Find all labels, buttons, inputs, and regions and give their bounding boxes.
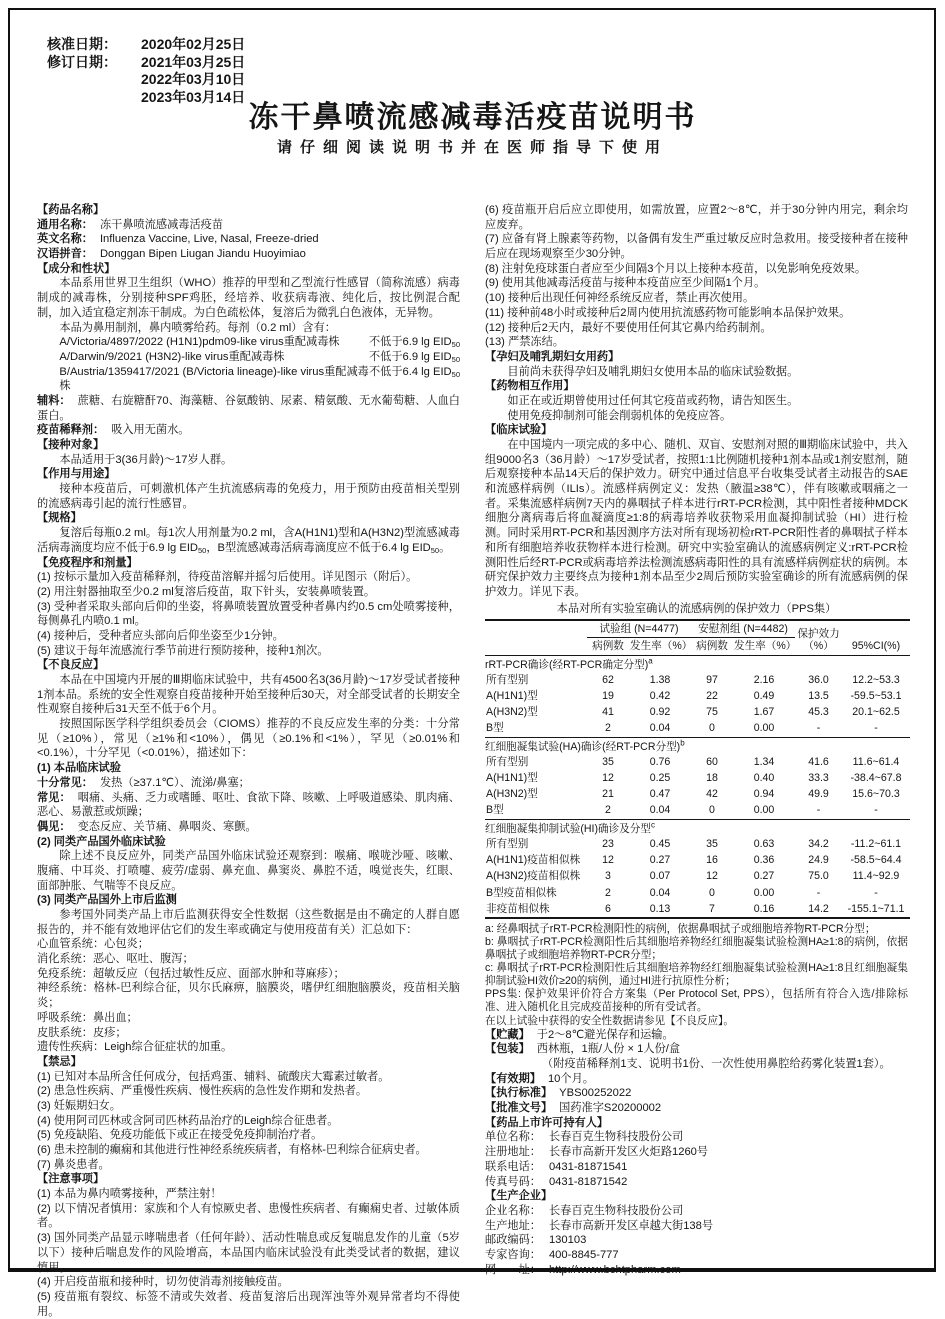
table-cell: 6 bbox=[605, 902, 611, 915]
field-value: 130103 bbox=[548, 1234, 587, 1247]
table-cell: A(H1N1)型 bbox=[486, 772, 538, 785]
table-cell: 62 bbox=[602, 673, 614, 686]
list-item: (2) 患急性疾病、严重慢性疾病、慢性疾病的急性发作期和发热者。 bbox=[37, 1085, 368, 1098]
table-cell: 0.63 bbox=[753, 837, 775, 850]
table-cell: 0.04 bbox=[649, 722, 671, 735]
field-label: 邮政编码： bbox=[485, 1234, 541, 1247]
system-item: 消化系统：恶心、呕吐、腹泻； bbox=[37, 953, 194, 966]
table-cell: 0.00 bbox=[753, 722, 775, 735]
address-row bbox=[485, 1204, 908, 1219]
sub-heading: (2) 同类产品国外临床试验 bbox=[37, 835, 166, 848]
table-cell: 0.16 bbox=[753, 902, 775, 915]
table-cell: 11.6~61.4 bbox=[852, 755, 900, 768]
footnote-marker: a bbox=[648, 656, 653, 666]
table-row bbox=[485, 885, 910, 901]
table-cell: 所有型别 bbox=[486, 755, 529, 768]
paragraph bbox=[37, 791, 460, 820]
field-label: 汉语拼音： bbox=[37, 248, 93, 261]
titer-text: 不低于6.9 lg EID bbox=[368, 336, 452, 349]
column-cases: 病例数 bbox=[691, 638, 733, 655]
table-cell: 14.2 bbox=[808, 902, 829, 915]
field-value: 长春市高新开发区卓越大街138号 bbox=[548, 1219, 714, 1232]
footnote: a: 经鼻咽拭子rRT-PCR检测阳性的病例，依据鼻咽拭子或细胞培养物RT-PCR分型； bbox=[485, 922, 876, 935]
paragraph bbox=[37, 218, 460, 233]
table-cell: 所有型别 bbox=[486, 673, 529, 686]
paragraph bbox=[485, 1086, 908, 1101]
table-cell: A(H3N2)疫苗相似株 bbox=[486, 870, 581, 883]
table-cell: 16 bbox=[706, 854, 718, 867]
table-cell: B型 bbox=[486, 804, 504, 817]
field-label: 专家咨询： bbox=[485, 1248, 541, 1261]
table-cell: 2 bbox=[605, 886, 611, 899]
paragraph bbox=[485, 1101, 908, 1116]
table-cell: 0.00 bbox=[753, 804, 775, 817]
frequency-text: 咽痛、头痛、乏力或嗜睡、呕吐、食欲下降、咳嗽、上呼吸道感染、肌肉痛、恶心、易激惹或烦躁； bbox=[37, 791, 460, 819]
table-cell: A(H1N1)疫苗相似株 bbox=[486, 854, 581, 867]
table-cell: 23 bbox=[602, 837, 614, 850]
table-cell: 0.36 bbox=[753, 854, 775, 867]
table-cell: 97 bbox=[706, 673, 718, 686]
list-item: (13) 严禁冻结。 bbox=[485, 336, 564, 349]
field-label: 网 址： bbox=[485, 1263, 541, 1276]
section-heading: 【规格】 bbox=[37, 512, 82, 525]
list-item: (4) 接种后，受种者应头部向后仰坐姿至少1分钟。 bbox=[37, 629, 284, 642]
table-row bbox=[485, 754, 910, 770]
section-heading: 【免疫程序和剂量】 bbox=[37, 556, 138, 569]
table-cell: 非疫苗相似株 bbox=[486, 902, 550, 915]
section-heading: 【接种对象】 bbox=[37, 439, 105, 451]
field-label: 辅料： bbox=[37, 394, 71, 407]
spec-text: 复溶后每瓶0.2 ml。每1次人用剂量为0.2 ml，含A(H1N1)型和A(H3N2)型流感减毒活病毒滴度均应不低于6.9 lg EID bbox=[37, 527, 460, 554]
list-item: (7) 鼻炎患者。 bbox=[37, 1158, 110, 1171]
table-title: 本品对所有实验室确认的流感病例的保护效力（PPS集） bbox=[556, 602, 837, 615]
list-item: (8) 注射免疫球蛋白者应至少间隔3个月以上接种本疫苗，以免影响免疫效果。 bbox=[485, 262, 867, 275]
table-cell: A(H3N2)型 bbox=[486, 706, 538, 719]
paragraph bbox=[485, 1072, 908, 1087]
frequency-label: 偶见： bbox=[37, 820, 71, 833]
table-cell: 0.27 bbox=[753, 870, 775, 883]
paragraph: 使用免疫抑制剂可能会削弱机体的免疫应答。 bbox=[507, 409, 732, 422]
list-item: (5) 建议于每年流感流行季节前进行预防接种，接种1剂次。 bbox=[37, 644, 329, 657]
paragraph bbox=[485, 1042, 908, 1057]
address-row bbox=[485, 1219, 908, 1234]
section-heading: 【包装】 bbox=[485, 1043, 530, 1056]
field-value: YBS00252022 bbox=[559, 1087, 632, 1100]
section-heading: 【不良反应】 bbox=[37, 659, 105, 672]
list-item: (4) 开启疫苗瓶和接种时，切勿使消毒剂接触疫苗。 bbox=[37, 1276, 289, 1289]
table-cell: - bbox=[874, 722, 878, 735]
table-cell: 2 bbox=[605, 804, 611, 817]
field-label: 传真号码： bbox=[485, 1175, 541, 1188]
table-cell: 0.27 bbox=[649, 854, 671, 867]
table-cell: 41.6 bbox=[808, 755, 829, 768]
footnote-marker: b bbox=[680, 738, 685, 748]
table-row bbox=[485, 672, 910, 688]
paragraph bbox=[37, 247, 460, 262]
table-cell: 3 bbox=[605, 870, 611, 883]
list-item: (3) 国外同类产品显示哮喘患者（任何年龄）、活动性喘息或反复喘息发作的儿童（5岁以下）接种后喘息发作的风险增高，本品国内临床试验没有此类受试者的数据，建议慎用。 bbox=[37, 1232, 460, 1274]
table-row bbox=[485, 852, 910, 868]
table-section-title bbox=[485, 737, 910, 754]
table-cell: 0 bbox=[709, 804, 715, 817]
table-cell: 49.9 bbox=[808, 788, 829, 801]
table-cell: 11.4~92.9 bbox=[852, 870, 900, 883]
footnote: PPS集: 保护效果评价符合方案集（Per Protocol Set, PPS），包括所有符合入选/排除标准、进入随机化且完成疫苗接种的所有受试者。 bbox=[485, 988, 908, 1014]
list-item: (5) 免疫缺陷、免疫功能低下或正在接受免疫抑制治疗者。 bbox=[37, 1129, 323, 1142]
table-cell: 0.13 bbox=[649, 902, 671, 915]
table-cell: 12.2~53.3 bbox=[852, 673, 900, 686]
table-cell: A(H3N2)型 bbox=[486, 788, 538, 801]
table-cell: 0 bbox=[709, 722, 715, 735]
field-value: 吸入用无菌水。 bbox=[111, 424, 190, 437]
revised-date-value: 2023年03月14日 bbox=[141, 88, 246, 105]
table-cell: 60 bbox=[706, 755, 718, 768]
table-cell: -38.4~67.8 bbox=[850, 772, 902, 785]
section-heading: 【生产企业】 bbox=[485, 1190, 553, 1203]
table-cell: 13.5 bbox=[808, 690, 829, 703]
table-cell: 12 bbox=[602, 772, 614, 785]
section-heading: 【成分和性状】 bbox=[37, 262, 116, 275]
field-label: 英文名称： bbox=[37, 233, 93, 246]
table-cell: A(H1N1)型 bbox=[486, 690, 538, 703]
paragraph: 本品系用世界卫生组织（WHO）推荐的甲型和乙型流行性感冒（简称流感）病毒制成的减毒株，分别接种SPF鸡胚，经培养、收获病毒液、纯化后，按比例混合配制，加入适宜稳定剂冻干制成。为白色疏松体，复溶后为微乳白色液体，无异物。 bbox=[37, 277, 460, 319]
table-row bbox=[485, 704, 910, 720]
table-cell: 12 bbox=[706, 870, 718, 883]
field-label: 疫苗稀释剂： bbox=[37, 424, 105, 437]
table-section-row bbox=[485, 655, 910, 672]
system-item: 心血管系统：心包炎； bbox=[37, 938, 149, 951]
table-row bbox=[485, 770, 910, 786]
table-cell bbox=[485, 620, 587, 638]
field-label: 通用名称： bbox=[37, 218, 93, 231]
system-item: 免疫系统：超敏反应（包括过敏性反应、面部水肿和荨麻疹）； bbox=[37, 967, 345, 980]
left-column bbox=[37, 203, 460, 1319]
table-cell: 35 bbox=[706, 837, 718, 850]
field-label: 单位名称： bbox=[485, 1131, 541, 1144]
efficacy-table bbox=[485, 619, 910, 919]
list-item: (11) 接种前48小时或接种后2周内使用抗流感药物可能影响本品保护效果。 bbox=[485, 306, 851, 319]
section-heading: 【临床试验】 bbox=[485, 424, 553, 437]
titer-subscript: 50 bbox=[451, 354, 460, 364]
section-heading: 【孕妇及哺乳期妇女用药】 bbox=[485, 350, 620, 363]
spacer bbox=[47, 71, 131, 89]
field-value: 10个月。 bbox=[547, 1072, 594, 1085]
frequency-text: 变态反应、关节痛、鼻咽炎、寒颤。 bbox=[77, 820, 257, 833]
system-item: 皮肤系统：皮疹； bbox=[37, 1026, 127, 1039]
strain-name: A/Darwin/9/2021 (H3N2)-like virus重配减毒株 bbox=[59, 350, 285, 363]
table-section-title bbox=[485, 819, 910, 836]
frequency-label: 常见： bbox=[37, 791, 71, 804]
spec-text: 。 bbox=[439, 541, 451, 554]
paragraph: （附疫苗稀释剂1支、说明书1份、一次性使用鼻腔给药雾化装置1套）。 bbox=[542, 1058, 891, 1071]
titer-text: 不低于6.4 lg EID bbox=[368, 365, 452, 378]
table-cell: 0.47 bbox=[649, 788, 671, 801]
field-value: 国药准字S20200002 bbox=[559, 1102, 662, 1115]
table-cell: 34.2 bbox=[808, 837, 829, 850]
table-row bbox=[485, 720, 910, 737]
table-cell: 18 bbox=[706, 772, 718, 785]
list-item: (12) 接种后2天内，最好不要使用任何其它鼻内给药制剂。 bbox=[485, 321, 772, 334]
table-cell: 19 bbox=[602, 690, 614, 703]
strain-name: A/Victoria/4897/2022 (H1N1)pdm09-like virus重配减毒株 bbox=[59, 336, 340, 349]
table-cell: 0.40 bbox=[753, 772, 775, 785]
table-section-row bbox=[485, 737, 910, 754]
system-item: 神经系统：格林-巴利综合征，贝尔氏麻痹，脑膜炎，嗜伊红细胞脑膜炎，疫苗相关脑炎； bbox=[37, 982, 460, 1010]
address-row bbox=[485, 1130, 908, 1145]
address-row bbox=[485, 1233, 908, 1248]
table-cell: 2 bbox=[605, 722, 611, 735]
field-value: 长春市高新开发区火炬路1260号 bbox=[548, 1146, 709, 1159]
paragraph: 除上述不良反应外，同类产品国外临床试验还观察到：喉痛、喉咙沙哑、咳嗽、腹痛、中耳炎、打喷嚏、疲劳/虚弱、鼻充血、鼻窦炎、鼻腔不适，嗅觉丧失，红眼、面部肿胀、气喘等不良反应。 bbox=[37, 850, 460, 892]
document-subtitle: 请仔细阅读说明书并在医师指导下使用 bbox=[276, 139, 668, 156]
section-heading: 【执行标准】 bbox=[485, 1087, 553, 1100]
table-cell: 7 bbox=[709, 902, 715, 915]
strain-name: B/Austria/1359417/2021 (B/Victoria lineage)-like virus重配减毒株 bbox=[59, 365, 369, 393]
section-title-text: 红细胞凝集抑制试验(HI)确诊及分型 bbox=[485, 822, 651, 835]
address-row bbox=[485, 1248, 908, 1263]
table-cell: 0.92 bbox=[649, 706, 671, 719]
table-section-title bbox=[485, 655, 910, 672]
table-cell: 33.3 bbox=[808, 772, 829, 785]
section-title-text: 红细胞凝集试验(HA)确诊(经RT-PCR分型) bbox=[485, 740, 681, 753]
titer-text: 不低于6.9 lg EID bbox=[368, 350, 452, 363]
approved-date-value: 2020年02月25日 bbox=[141, 36, 246, 52]
footnote-marker: c bbox=[650, 820, 655, 830]
table-cell: 45.3 bbox=[808, 706, 829, 719]
paragraph: 目前尚未获得孕妇及哺乳期妇女使用本品的临床试验数据。 bbox=[507, 365, 799, 378]
table-cell: -59.5~53.1 bbox=[850, 690, 902, 703]
table-cell: 1.38 bbox=[649, 673, 671, 686]
system-item: 呼吸系统：鼻出血； bbox=[37, 1011, 138, 1024]
list-item: (2) 用注射器抽取至少0.2 ml复溶后疫苗，取下针头，安装鼻喷装置。 bbox=[37, 585, 376, 598]
paragraph: 按照国际医学科学组织委员会（CIOMS）推荐的不良反应发生率的分类：十分常见（≥10%），常见（≥1%和<10%），偶见（≥0.1%和<1%），罕见（≥0.01%和<0.1%），十分罕见（<0.01%），描述如下： bbox=[37, 718, 460, 760]
table-cell: -155.1~71.1 bbox=[847, 902, 905, 915]
section-heading: 【药品名称】 bbox=[37, 204, 105, 216]
field-value: 于2～8℃避光保存和运输。 bbox=[536, 1028, 674, 1041]
document-title: 冻干鼻喷流感减毒活疫苗说明书 bbox=[248, 101, 697, 134]
table-cell: 0.49 bbox=[753, 690, 775, 703]
list-item: (2) 以下情况者慎用：家族和个人有惊厥史者、患慢性疾病者、有癫痫史者、过敏体质者。 bbox=[37, 1202, 460, 1230]
table-cell: 0.25 bbox=[649, 772, 671, 785]
field-value: 蔗糖、右旋糖酐70、海藻糖、谷氨酸钠、尿素、精氨酸、无水葡萄糖、人血白蛋白。 bbox=[37, 394, 460, 422]
field-value: 长春百克生物科技股份公司 bbox=[548, 1131, 684, 1144]
titer-subscript: 50 bbox=[451, 340, 460, 350]
table-cell: -58.5~64.4 bbox=[850, 854, 902, 867]
list-item: (9) 使用其他减毒活疫苗与接种本疫苗应至少间隔1个月。 bbox=[485, 277, 766, 290]
strain-titer bbox=[369, 335, 460, 350]
table-cell: 0.07 bbox=[649, 870, 671, 883]
paragraph bbox=[37, 820, 460, 835]
table-cell: - bbox=[816, 722, 821, 735]
paragraph bbox=[37, 776, 460, 791]
section-heading: 【注意事项】 bbox=[37, 1173, 105, 1186]
footnote: 在以上试验中获得的安全性数据请参见【不良反应】。 bbox=[485, 1014, 734, 1027]
table-cell: 1.34 bbox=[753, 755, 775, 768]
table-row bbox=[485, 868, 910, 884]
table-cell: - bbox=[816, 804, 821, 817]
table-cell: 21 bbox=[602, 788, 614, 801]
right-column bbox=[478, 203, 908, 1319]
table-cell: 22 bbox=[706, 690, 718, 703]
table-section-row bbox=[485, 819, 910, 836]
field-value: 400-8845-777 bbox=[548, 1248, 619, 1261]
system-item: 遗传性疾病：Leigh综合征症状的加重。 bbox=[37, 1041, 233, 1054]
address-row bbox=[485, 1263, 908, 1278]
list-item: (4) 使用阿司匹林或含阿司匹林药品治疗的Leigh综合征患者。 bbox=[37, 1114, 339, 1127]
table-cell: 0.42 bbox=[649, 690, 671, 703]
table-row bbox=[485, 688, 910, 704]
sub-heading: (1) 本品临床试验 bbox=[37, 762, 121, 775]
list-item: (3) 妊娠期妇女。 bbox=[37, 1099, 121, 1112]
list-item: (10) 接种后出现任何神经系统反应者，禁止再次使用。 bbox=[485, 292, 755, 305]
table-cell bbox=[485, 638, 587, 655]
table-row bbox=[485, 786, 910, 802]
field-value: Influenza Vaccine, Live, Nasal, Freeze-dried bbox=[99, 233, 319, 246]
table-cell: 36.0 bbox=[808, 673, 829, 686]
table-group-header-row bbox=[485, 620, 910, 638]
column-cases: 病例数 bbox=[587, 638, 629, 655]
table-cell: 75 bbox=[706, 706, 718, 719]
paragraph bbox=[485, 1028, 908, 1043]
table-cell: 42 bbox=[706, 788, 718, 801]
revised-date-label: 修订日期： bbox=[47, 53, 117, 70]
paragraph: 本品为鼻用制剂，鼻内喷雾给药。每剂（0.2 ml）含有： bbox=[59, 321, 336, 334]
titer-subscript: 50 bbox=[198, 545, 207, 555]
section-heading: 【禁忌】 bbox=[37, 1055, 82, 1068]
paragraph: 本品在中国境内开展的Ⅲ期临床试验中，共有4500名3(36月龄)～17岁受试者接种1剂本品。系统的安全性观察自疫苗接种开始至接种后30天，对全部受试者的长期安全性观察自接种后31天至不低于6个月。 bbox=[37, 674, 460, 716]
column-group-placebo: 安慰剂组 (N=4482) bbox=[691, 620, 795, 638]
field-label: 联系电话： bbox=[485, 1160, 541, 1173]
paragraph: 如正在或近期曾使用过任何其它疫苗或药物，请告知医生。 bbox=[507, 394, 799, 407]
list-item: (1) 已知对本品所含任何成分，包括鸡蛋、辅料、硫酸庆大霉素过敏者。 bbox=[37, 1070, 390, 1083]
strain-row bbox=[37, 365, 460, 394]
field-value: 冻干鼻喷流感减毒活疫苗 bbox=[99, 218, 224, 231]
frequency-label: 十分常见： bbox=[37, 776, 93, 789]
field-value: 长春百克生物科技股份公司 bbox=[548, 1204, 684, 1217]
table-row bbox=[485, 901, 910, 918]
table-cell: 0.04 bbox=[649, 804, 671, 817]
table-cell: 0.45 bbox=[649, 837, 671, 850]
paragraph bbox=[37, 423, 460, 438]
table-cell: 12 bbox=[602, 854, 614, 867]
table-cell: 75.0 bbox=[808, 870, 829, 883]
table-cell: 20.1~62.5 bbox=[852, 706, 900, 719]
paragraph bbox=[37, 526, 460, 555]
list-item: (6) 患未控制的癫痫和其他进行性神经系统疾病者，有格林-巴利综合征病史者。 bbox=[37, 1144, 427, 1156]
table-cell: 35 bbox=[602, 755, 614, 768]
titer-subscript: 50 bbox=[451, 369, 460, 379]
table-row bbox=[485, 836, 910, 852]
spec-text: ，B型流感减毒活病毒滴度应不低于6.4 lg EID bbox=[206, 541, 431, 554]
section-heading: 【有效期】 bbox=[485, 1072, 541, 1085]
list-item: (1) 本品为鼻内喷雾接种，严禁注射！ bbox=[37, 1188, 222, 1201]
strain-row bbox=[37, 335, 460, 350]
column-rate: 发生率（%） bbox=[629, 638, 691, 655]
strain-row bbox=[37, 350, 460, 365]
table-cell: 0 bbox=[709, 886, 715, 899]
table-cell: 24.9 bbox=[808, 854, 829, 867]
table-cell: 0.76 bbox=[649, 755, 671, 768]
section-heading: 【批准文号】 bbox=[485, 1102, 553, 1115]
list-item: (6) 疫苗瓶开启后应立即使用，如需放置，应置2～8℃，并于30分钟内用完，剩余均应废弃。 bbox=[485, 204, 908, 231]
column-group-trial: 试验组 (N=4477) bbox=[587, 620, 691, 638]
list-item: (1) 按标示量加入疫苗稀释剂，待疫苗溶解并摇匀后使用。详见图示（附后）。 bbox=[37, 571, 418, 584]
table-footnotes bbox=[485, 923, 908, 1028]
revised-date-value: 2022年03月10日 bbox=[141, 71, 246, 87]
section-heading: 【贮藏】 bbox=[485, 1028, 530, 1041]
table-cell: 15.6~70.3 bbox=[852, 788, 900, 801]
field-label: 生产地址： bbox=[485, 1219, 541, 1232]
paragraph: 接种本疫苗后，可刺激机体产生抗流感病毒的免疫力，用于预防由疫苗相关型别的流感病毒引起的流行性感冒。 bbox=[37, 483, 460, 510]
strain-titer bbox=[369, 365, 460, 394]
field-value: 西林瓶，1瓶/人份 × 1人份/盒 bbox=[536, 1043, 681, 1056]
footnote: b: 鼻咽拭子rRT-PCR检测阳性后其细胞培养物经红细胞凝集试验检测HA≥1:8的病例，依据鼻咽拭子或细胞培养物RT-PCR分型； bbox=[485, 936, 908, 962]
list-item: (5) 疫苗瓶有裂纹、标签不清或失效者、疫苗复溶后出现浑浊等外观异常者均不得使用。 bbox=[37, 1290, 460, 1318]
table-cell: - bbox=[816, 886, 821, 899]
field-value: 0431-81871542 bbox=[548, 1175, 628, 1188]
frequency-text: 发热（≥37.1℃）、流涕/鼻塞； bbox=[99, 776, 250, 789]
column-efficacy: 保护效力（%） bbox=[795, 620, 842, 655]
table-cell: 1.67 bbox=[753, 706, 775, 719]
field-value: Donggan Bipen Liugan Jiandu Huoyimiao bbox=[99, 248, 306, 261]
field-label: 企业名称： bbox=[485, 1204, 541, 1217]
table-cell: 所有型别 bbox=[486, 837, 529, 850]
table-cell: 0.94 bbox=[753, 788, 775, 801]
field-value: 0431-81871541 bbox=[548, 1160, 628, 1173]
table-cell: 0.04 bbox=[649, 886, 671, 899]
field-label: 注册地址： bbox=[485, 1146, 541, 1159]
list-item: (7) 应备有肾上腺素等药物，以备偶有发生严重过敏反应时急救用。接受接种者在接种后应在现场观察至少30分钟。 bbox=[485, 233, 908, 261]
table-cell: - bbox=[874, 886, 878, 899]
section-title-text: rRT-PCR确诊(经RT-PCR确定分型) bbox=[485, 658, 649, 671]
address-row bbox=[485, 1160, 908, 1175]
sub-heading: (3) 同类产品国外上市后监测 bbox=[37, 894, 177, 907]
website-url: http://www.bchtpharm.com bbox=[548, 1263, 681, 1276]
titer-subscript: 50 bbox=[430, 545, 440, 555]
table-cell: 41 bbox=[602, 706, 614, 719]
paragraph: 本品适用于3(36月龄)～17岁人群。 bbox=[59, 453, 233, 466]
strain-titer bbox=[369, 350, 460, 365]
table-cell: 2.16 bbox=[753, 673, 775, 686]
section-heading: 【作用与用途】 bbox=[37, 468, 116, 481]
section-heading: 【药品上市许可持有人】 bbox=[485, 1116, 609, 1129]
column-ci: 95%CI(%) bbox=[842, 620, 910, 655]
paragraph: 参考国外同类产品上市后监测获得安全性数据（这些数据是由不确定的人群自愿报告的，并不能有效地评估它们的发生率或确定与使用疫苗有关）汇总如下： bbox=[37, 909, 460, 936]
list-item: (3) 受种者采取头部向后仰的坐姿，将鼻喷装置放置受种者鼻内约0.5 cm处喷雾接种，每侧鼻孔内喷0.1 ml。 bbox=[37, 600, 460, 628]
address-row bbox=[485, 1175, 908, 1190]
table-cell: B型 bbox=[486, 722, 504, 735]
table-cell: - bbox=[874, 804, 878, 817]
table-cell: B型疫苗相似株 bbox=[486, 886, 557, 899]
paragraph bbox=[37, 394, 460, 423]
footnote: c: 鼻咽拭子rRT-PCR检测阳性后其细胞培养物经红细胞凝集试验检测HA≥1:8且红细胞凝集抑制试验HI效价≥20的病例，通过HI进行抗原性分析； bbox=[485, 962, 908, 988]
table-cell: 0.00 bbox=[753, 886, 775, 899]
table-cell: -11.2~61.1 bbox=[850, 837, 902, 850]
content-columns bbox=[37, 203, 908, 1319]
approved-date-label: 核准日期： bbox=[47, 36, 117, 52]
paragraph: 在中国境内一项完成的多中心、随机、双盲、安慰剂对照的Ⅲ期临床试验中，共入组9000名3（36月龄）～17岁受试者，按照1:1比例随机接种1剂本品或1剂安慰剂，随后观察接种本品14天后的保护效力。研究中通过信息平台收集受试者主动报告的SAE和流感样病例（ILIs）。流感样病例定义：发热（腋温≥38℃），伴有咳嗽或咽痛之一者。采集流感样病例7天内的鼻咽拭子样本进行rRT-PCR检测，其中阳性者接种MDCK细胞分离病毒后将血凝滴度≥1:8的病毒培养收获物采用血凝抑制试验（HI）进行检测。同时采用RT-PCR和基因测序方法对所有现场初检rRT-PCR阳性者的鼻咽拭子样本和所有细胞培养收获物样本进行检测。研究中实验室确认的流感病例定义:rRT-PCR检测阳性后经RT-PCR或病毒培养法检测流感病毒阳性的具有流感样病例症状的病例。本研究保护效力主要终点为接种1剂本品至少2周后预防实验室确诊的所有流感病例的保护效力。详见下表。 bbox=[485, 439, 908, 598]
table-row bbox=[485, 802, 910, 819]
paragraph bbox=[37, 232, 460, 247]
section-heading: 【药物相互作用】 bbox=[485, 380, 575, 393]
revised-date-value: 2021年03月25日 bbox=[141, 53, 246, 70]
address-row bbox=[485, 1145, 908, 1160]
column-rate: 发生率（%） bbox=[733, 638, 795, 655]
